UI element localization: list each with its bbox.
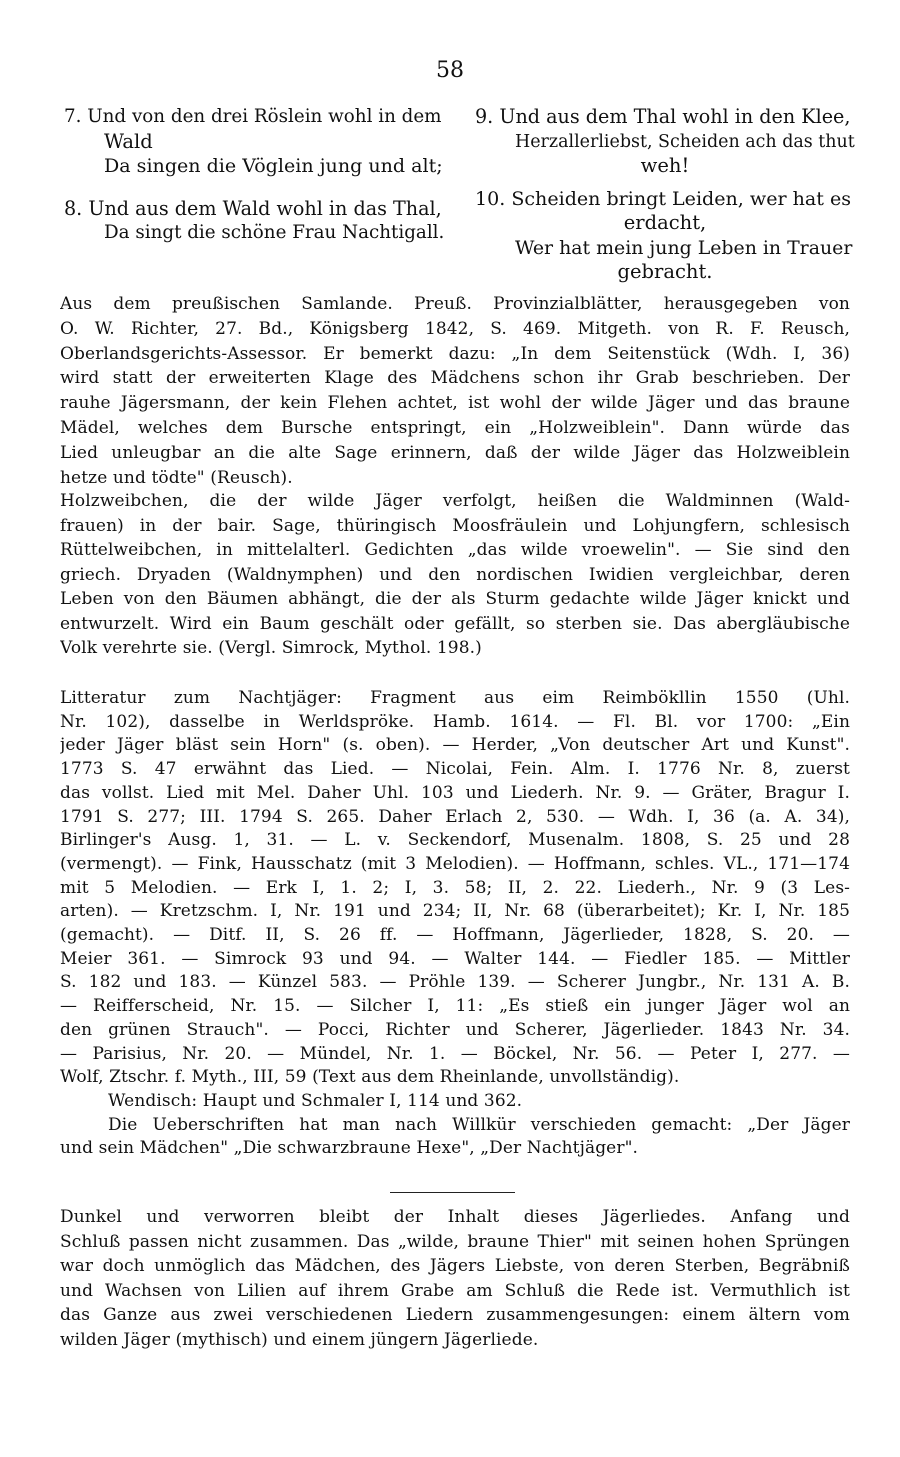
verse-line: Wald <box>104 129 153 153</box>
stanza-7 <box>64 105 446 179</box>
section-divider <box>390 1192 515 1193</box>
text-line: Schluß passen nicht zusammen. Das „wilde, braune Thier" mit seinen hohen Sprüngen <box>60 1231 850 1252</box>
closing-paragraph <box>60 1205 850 1353</box>
text-line: entwurzelt. Wird ein Baum geschält oder gefällt, so sterben sie. Das abergläubische <box>60 613 850 634</box>
text-line: das vollst. Lied mit Mel. Daher Uhl. 103 und Liederh. Nr. 9. — Gräter, Bragur I. <box>60 782 850 803</box>
literature-paragraph <box>60 687 850 1161</box>
verse-line: erdacht, <box>623 211 707 234</box>
text-line: Birlinger's Ausg. 1, 31. — L. v. Seckendorf, Musenalm. 1808, S. 25 und 28 <box>60 830 850 851</box>
text-line: Litteratur zum Nachtjäger: Fragment aus eim Reimbökllin 1550 (Uhl. <box>60 688 850 708</box>
text-line: Dunkel und verworren bleibt der Inhalt dieses Jägerliedes. Anfang und <box>60 1207 850 1227</box>
text-line: (vermengt). — Fink, Hausschatz (mit 3 Melodien). — Hoffmann, schles. VL., 171—174 <box>60 853 850 874</box>
verse-line: 8. Und aus dem Wald wohl in das Thal, <box>64 196 442 220</box>
text-line: S. 182 und 183. — Künzel 583. — Pröhle 139. — Scherer Jungbr., Nr. 131 A. B. <box>60 972 850 993</box>
verse-line: 10. Scheiden bringt Leiden, wer hat es <box>475 187 851 210</box>
text-line: Aus dem preußischen Samlande. Preuß. Provinzialblätter, herausgegeben von <box>60 294 850 314</box>
holzweibchen-paragraph <box>60 489 850 661</box>
text-line: und sein Mädchen" „Die schwarzbraune Hexe", „Der Nachtjäger". <box>60 1138 638 1159</box>
text-line: rauhe Jägersmann, der kein Flehen achtet, ist wohl der wilde Jäger und das braune <box>60 393 850 414</box>
text-line: jeder Jäger bläst sein Horn" (s. oben). — Herder, „Von deutscher Art und Kunst". <box>60 735 850 756</box>
text-line: Holzweibchen, die der wilde Jäger verfolgt, heißen die Waldminnen (Wald- <box>60 491 850 511</box>
text-line: Leben von den Bäumen abhängt, die der als Sturm gedachte wilde Jäger knickt und <box>60 589 850 609</box>
text-line: Meier 361. — Simrock 93 und 94. — Walter 144. — Fiedler 185. — Mittler <box>60 948 850 969</box>
verse-line: Wer hat mein jung Leben in Trauer <box>515 236 853 259</box>
text-line: wird statt der erweiterten Klage des Mädchens schon ihr Grab beschrieben. Der <box>60 368 850 389</box>
text-line: Volk verehrte sie. (Vergl. Simrock, Mythol. 198.) <box>60 638 482 658</box>
text-line: (gemacht). — Ditf. II, S. 26 ff. — Hoffmann, Jägerlieder, 1828, S. 20. — <box>60 925 850 946</box>
text-line: und Wachsen von Lilien auf ihrem Grabe am Schluß die Rede ist. Vermuthlich ist <box>60 1280 850 1301</box>
text-line: Wolf, Ztschr. f. Myth., III, 59 (Text aus dem Rheinlande, unvollständig). <box>60 1067 680 1088</box>
verse-line: weh! <box>640 154 690 177</box>
text-line: Mädel, welches dem Bursche entspringt, ein „Holzweiblein". Dann würde das <box>60 417 850 438</box>
verse-line: gebracht. <box>617 260 713 283</box>
text-line: griech. Dryaden (Waldnymphen) und den nordischen Iwidien vergleichbar, deren <box>60 564 850 585</box>
text-line: 1791 S. 277; III. 1794 S. 265. Daher Erlach 2, 530. — Wdh. I, 36 (a. A. 34), <box>60 806 850 827</box>
stanza-8 <box>64 197 446 246</box>
stanza-9 <box>475 105 855 179</box>
page-number: 58 <box>436 58 464 83</box>
text-line: hetze und tödte" (Reusch). <box>60 467 293 488</box>
verse-column-right <box>475 105 855 295</box>
text-line: arten). — Kretzschm. I, Nr. 191 und 234; II, Nr. 68 (überarbeitet); Kr. I, Nr. 185 <box>60 901 850 922</box>
text-line: 1773 S. 47 erwähnt das Lied. — Nicolai, Fein. Alm. I. 1776 Nr. 8, zuerst <box>60 759 850 780</box>
text-line: den grünen Strauch". — Pocci, Richter und Scherer, Jägerlieder. 1843 Nr. 34. <box>60 1019 850 1040</box>
verse-line: Herzallerliebst, Scheiden ach das thut <box>515 131 855 152</box>
text-line: Lied unleugbar an die alte Sage erinnern, daß der wilde Jäger das Holzweiblein <box>60 442 850 463</box>
text-line: Wendisch: Haupt und Schmaler I, 114 und 362. <box>108 1090 523 1111</box>
text-line: Nr. 102), dasselbe in Werldspröke. Hamb. 1614. — Fl. Bl. vor 1700: „Ein <box>60 711 850 732</box>
text-line: mit 5 Melodien. — Erk I, 1. 2; I, 3. 58; II, 2. 22. Liederh., Nr. 9 (3 Les- <box>60 877 850 898</box>
text-line: O. W. Richter, 27. Bd., Königsberg 1842, S. 469. Mitgeth. von R. F. Reusch, <box>60 318 850 339</box>
text-line: war doch unmöglich das Mädchen, des Jägers Liebste, von deren Sterben, Begräbniß <box>60 1256 850 1277</box>
verse-line: Da singt die schöne Frau Nachtigall. <box>104 222 445 243</box>
text-line: Rüttelweibchen, in mittelalterl. Gedichten „das wilde vroewelin". — Sie sind den <box>60 540 850 560</box>
text-line: frauen) in der bair. Sage, thüringisch Moosfräulein und Lohjungfern, schlesisch <box>60 515 850 536</box>
text-line: Oberlandsgerichts-Assessor. Er bemerkt dazu: „In dem Seitenstück (Wdh. I, 36) <box>60 343 850 364</box>
verse-line: 9. Und aus dem Thal wohl in den Klee, <box>475 105 851 128</box>
text-line: wilden Jäger (mythisch) und einem jüngern Jägerliede. <box>60 1329 539 1350</box>
verse-line: Da singen die Vöglein jung und alt; <box>104 155 443 177</box>
verse-line: 7. Und von den drei Röslein wohl in dem <box>64 106 442 127</box>
text-line: Die Ueberschriften hat man nach Willkür verschieden gemacht: „Der Jäger <box>108 1114 850 1135</box>
text-line: das Ganze aus zwei verschiedenen Liedern zusammengesungen: einem ältern vom <box>60 1305 850 1326</box>
verse-column-left <box>64 105 446 256</box>
text-line: — Reifferscheid, Nr. 15. — Silcher I, 11: „Es stieß ein junger Jäger wol an <box>60 996 850 1017</box>
source-note-paragraph <box>60 292 850 490</box>
stanza-10 <box>475 187 855 285</box>
text-line: — Parisius, Nr. 20. — Mündel, Nr. 1. — Böckel, Nr. 56. — Peter I, 277. — <box>60 1043 850 1064</box>
